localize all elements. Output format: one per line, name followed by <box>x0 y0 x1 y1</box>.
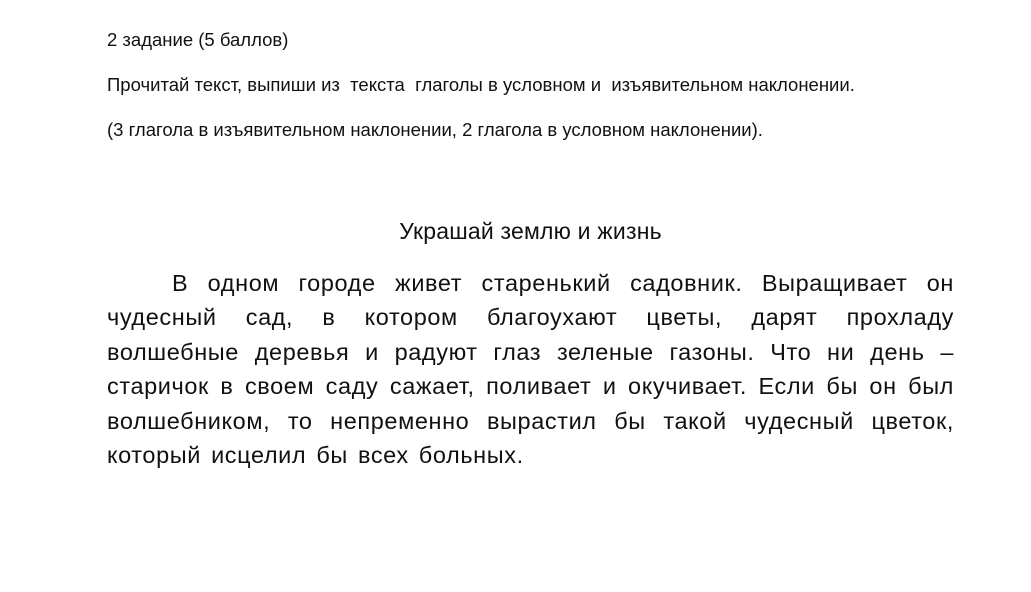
story-title: Украшай землю и жизнь <box>399 218 662 244</box>
task-note: (3 глагола в изъявительном наклонении, 2 глагола в условном наклонении). <box>107 119 763 140</box>
task-instruction: Прочитай текст, выпиши из текста глаголы в условном и изъявительном наклонении. <box>107 74 855 95</box>
story-paragraph: В одном городе живет старенький садовник. Выращивает он чудесный сад, в котором благоухают цветы, дарят прохладу волшебные деревья и радуют глаз зеленые газоны. Что ни день – старичок в своем саду сажает, поливает и окучивает. Если бы он был волшебником, то непременно вырастил бы такой чудесный цветок, который исцелил бы всех больных. <box>107 270 954 469</box>
task-heading: 2 задание (5 баллов) <box>107 29 289 50</box>
